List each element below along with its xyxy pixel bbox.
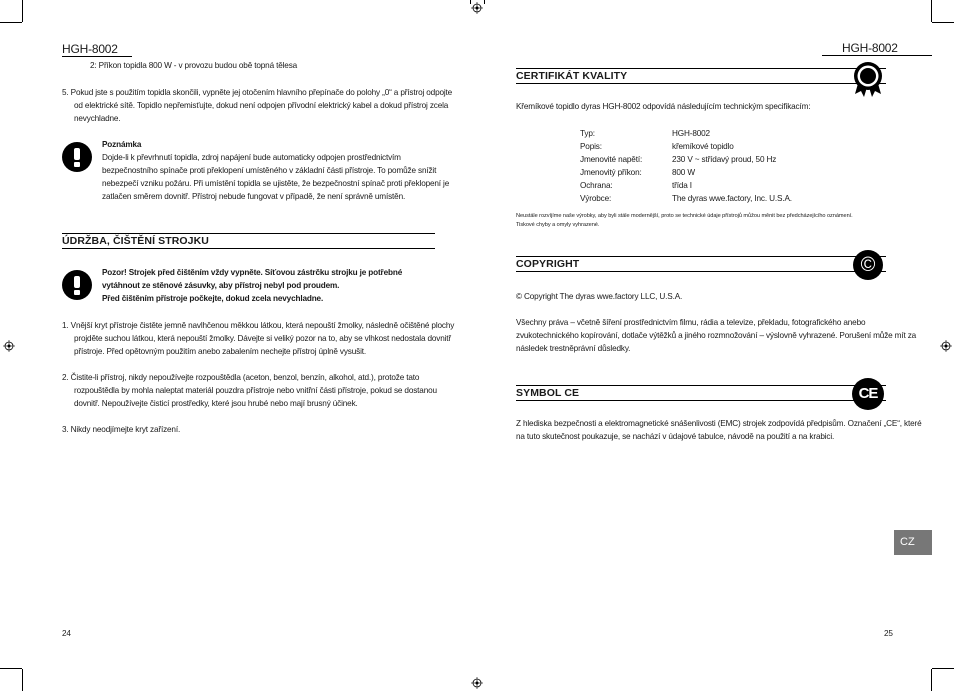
language-tab: CZ [894,530,932,555]
rights-line: zvukotechnického kopírování, dotlače výtěžků a jiného rozmnožování – výslovně vyhrazené. Porušení může mít za [516,331,917,340]
ce-text-line: na tuto skutečnost poukazuje, se nachází v údajové tabulce, návodě na použití a na krabici. [516,432,835,441]
step2-line: 2. Čistite-li přístroj, nikdy nepoužívejte rozpouštědla (aceton, benzol, benzín, alkohol, atd.), protože tato [62,373,420,382]
page-header-model: HGH-8002 [842,41,898,55]
exclamation-icon [62,142,92,172]
registration-mark-icon [940,340,952,352]
copyright-heading: COPYRIGHT [516,258,580,270]
certificate-heading: CERTIFIKÁT KVALITY [516,70,628,82]
step3-line: 3. Nikdy neodjímejte kryt zařízení. [62,425,181,434]
notice-line: nebezpečí vzniku požáru. Při umístění topidla se ujistěte, že bezpečnostní spínač proti překlopení je [102,179,450,188]
spec-key: Ochrana: [580,181,613,190]
notice-line: Dojde-li k převrhnutí topidla, zdroj napájení bude automaticky odpojen prostřednictvím [102,153,401,162]
header-rule [62,56,132,57]
crop-mark [931,0,932,22]
item5-line: od elektrické sítě. Topidlo nepřemisťujte, dokud není odpojen přívodní elektrický kabel a dokud přístroj zcela [74,101,449,110]
item5-line: 5. Pokud jste s použitím topidla skončili, vypněte jej otočením hlavního přepínače do polohy „0“ a přístroj odpojte [62,88,453,97]
notice-line: bezpečnostního spínače proti překlopení umístěného v základní části přístroje. To pomůže snížit [102,166,437,175]
registration-mark-icon [471,2,483,14]
spec-value: 230 V ~ střídavý proud, 50 Hz [672,155,777,164]
crop-mark [22,669,23,691]
spec-value: křemíkové topidlo [672,142,734,151]
step1-line: projděte suchou látkou, která nepouští žmolky. Dávejte si veliký pozor na to, aby se vlhkost nedostala dovnitř [74,334,452,343]
registration-mark-icon [3,340,15,352]
ce-mark-icon: CE [852,378,884,410]
copyright-line: © Copyright The dyras wwe.factory LLC, U.S.A. [516,292,683,301]
notice-title: Poznámka [102,140,142,149]
crop-mark [0,22,22,23]
rights-line: Všechny práva – včetně šíření prostřednictvím filmu, rádia a televize, překladu, fotografického anebo [516,318,866,327]
step1-line: 1. Vnější kryt přístroje čistěte jemně navlhčenou měkkou látkou, která nepouští žmolky, následně očištěné plochy [62,321,455,330]
maintenance-heading: ÚDRŽBA, ČIŠTĚNÍ STROJKU [62,235,209,247]
crop-mark [484,0,485,4]
header-rule [822,55,932,56]
fine-print: Neustále rozvíjíme naše výrobky, aby byli stále modernější, proto se technické údaje přístrojů můžou měnit bez předcházejícího oznámení. [516,213,853,219]
step1-line: přístroje. Před opětovným použitím anebo zabalením nechejte přístroj úplně vysušit. [74,347,367,356]
crop-mark [22,0,23,22]
spec-value: třída I [672,181,692,190]
copyright-icon: © [853,250,883,280]
registration-mark-icon [471,677,483,689]
caution-line: Pozor! Strojek před čištěním vždy vypněte. Síťovou zástrčku strojku je potřebné [102,268,403,277]
step2-line: dovnitř. Nepoužívejte čisticí prostředky, které jsou hrubé nebo mají brusný účinek. [74,399,358,408]
crop-mark [932,668,954,669]
rights-line: následek trestněprávní důsledky. [516,344,631,353]
spec-value: The dyras wwe.factory, Inc. U.S.A. [672,194,792,203]
spec-key: Typ: [580,129,595,138]
crop-mark [0,668,22,669]
spec-key: Jmenovité napětí: [580,155,643,164]
crop-mark [931,669,932,691]
ce-text-line: Z hlediska bezpečnosti a elektromagnetické snášenlivosti (EMC) strojek zodpovídá předpisům. Označení „CE“, které [516,419,922,428]
quality-seal-icon [849,60,887,98]
fine-print: Tiskové chyby a omyly vyhrazené. [516,222,600,228]
ce-heading: SYMBOL CE [516,387,580,399]
page-header-model: HGH-8002 [62,42,118,56]
caution-line: Před čištěním přístroje počkejte, dokud zcela nevychladne. [102,294,324,303]
notice-line: zatlačen směrem dovnitř. Přístroj nebude fungovat v případě, že není správně umístěn. [102,192,406,201]
page-number: 24 [62,629,71,638]
caution-line: vytáhnout ze stěnové zásuvky, aby přístroj nebyl pod proudem. [102,281,340,290]
step2-line: rozpouštědla by mohla naleptat materiál pouzdra přístroje nebo vnitřní části přístroje, pokud se dostanou [74,386,437,395]
spec-key: Výrobce: [580,194,612,203]
crop-mark [932,22,954,23]
exclamation-icon [62,270,92,300]
spec-value: HGH-8002 [672,129,710,138]
spec-key: Jmenovitý příkon: [580,168,642,177]
spec-key: Popis: [580,142,602,151]
page-number: 25 [884,629,893,638]
power-note: 2: Příkon topidla 800 W - v provozu budou obě topná tělesa [90,61,298,70]
cert-intro: Křemíkové topidlo dyras HGH-8002 odpovídá následujícím technickým specifikacím: [516,102,811,111]
spec-value: 800 W [672,168,695,177]
item5-line: nevychladne. [74,114,121,123]
